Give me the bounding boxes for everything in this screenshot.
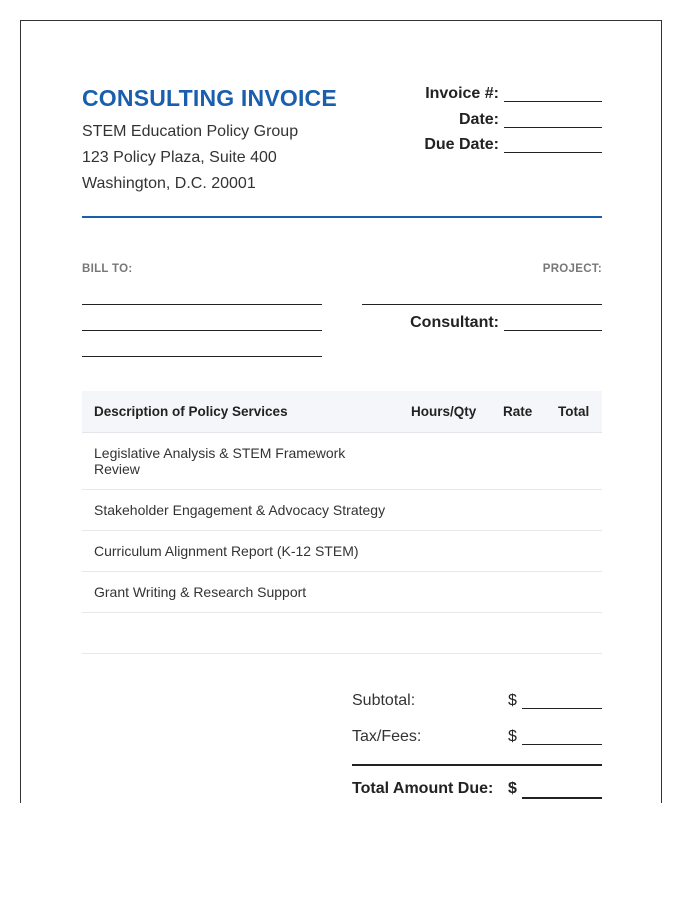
row-divider	[82, 571, 602, 572]
date-field[interactable]	[504, 127, 602, 128]
subtotal-label: Subtotal:	[352, 692, 416, 709]
total-due-currency: $	[508, 780, 517, 797]
table-row: Legislative Analysis & STEM Framework Review	[94, 445, 346, 477]
tax-fees-label: Tax/Fees:	[352, 728, 422, 745]
project-field[interactable]	[362, 304, 602, 305]
bill-to-line-1[interactable]	[82, 304, 322, 305]
row-divider	[82, 530, 602, 531]
tax-fees-currency: $	[508, 728, 517, 745]
bill-to-label: BILL TO:	[82, 263, 133, 275]
total-divider	[352, 764, 602, 766]
table-row: Curriculum Alignment Report (K-12 STEM)	[94, 543, 359, 559]
row-divider	[82, 489, 602, 490]
project-label: PROJECT:	[542, 263, 602, 275]
company-address-line2: Washington, D.C. 20001	[82, 175, 256, 192]
table-row: Grant Writing & Research Support	[94, 584, 307, 600]
table-row: Stakeholder Engagement & Advocacy Strategy	[94, 502, 386, 518]
consultant-label: Consultant:	[410, 314, 499, 331]
subtotal-currency: $	[508, 692, 517, 709]
invoice-page	[20, 20, 662, 803]
header-divider	[82, 216, 602, 218]
date-label: Date:	[458, 111, 499, 128]
bill-to-line-2[interactable]	[82, 330, 322, 331]
column-hours-qty: Hours/Qty	[411, 404, 477, 419]
column-rate: Rate	[503, 404, 533, 419]
total-due-label: Total Amount Due:	[352, 780, 494, 797]
consultant-field[interactable]	[504, 330, 602, 331]
bill-to-line-3[interactable]	[82, 356, 322, 357]
subtotal-field[interactable]	[522, 708, 602, 709]
company-address-line1: 123 Policy Plaza, Suite 400	[82, 149, 277, 166]
due-date-field[interactable]	[504, 152, 602, 153]
column-description: Description of Policy Services	[94, 404, 288, 419]
column-total: Total	[558, 404, 590, 419]
invoice-number-label: Invoice #:	[425, 85, 499, 102]
total-due-field[interactable]	[522, 797, 602, 799]
due-date-label: Due Date:	[424, 136, 499, 153]
row-divider	[82, 653, 602, 654]
row-divider	[82, 612, 602, 613]
invoice-title: CONSULTING INVOICE	[82, 85, 337, 111]
invoice-number-field[interactable]	[504, 101, 602, 102]
company-name: STEM Education Policy Group	[82, 123, 299, 140]
tax-fees-field[interactable]	[522, 744, 602, 745]
